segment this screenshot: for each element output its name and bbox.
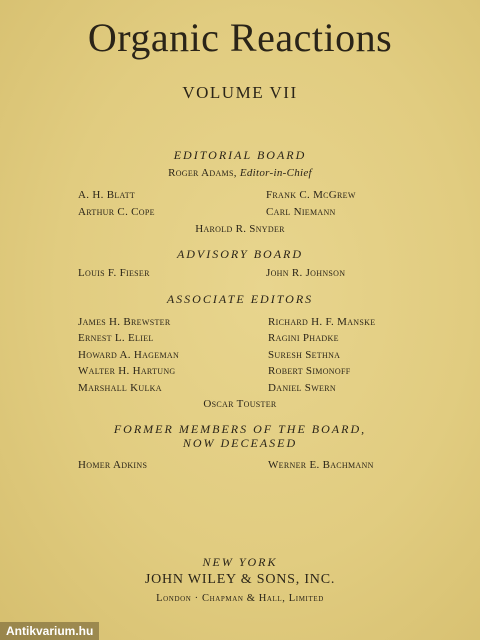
former-members-heading-line1: FORMER MEMBERS OF THE BOARD,: [113, 422, 367, 436]
associate-editor: Daniel Swern: [268, 382, 336, 394]
editorial-member: Carl Niemann: [266, 206, 336, 218]
associate-editor: Howard A. Hageman: [78, 349, 180, 361]
associate-editor: Ragini Phadke: [268, 332, 339, 344]
editor-in-chief-name: Roger Adams,: [168, 167, 237, 179]
former-members-heading-line2: NOW DECEASED: [182, 436, 298, 450]
associate-editor: Ernest L. Eliel: [78, 332, 154, 344]
associate-editor: Robert Simonoff: [268, 365, 351, 377]
former-member: Werner E. Bachmann: [268, 459, 374, 471]
editorial-member: A. H. Blatt: [78, 189, 136, 201]
associate-editors-heading: ASSOCIATE EDITORS: [166, 292, 314, 306]
advisory-board-heading: ADVISORY BOARD: [176, 247, 304, 261]
associate-editor: James H. Brewster: [78, 316, 171, 328]
former-member: Homer Adkins: [78, 459, 148, 471]
volume-number: VOLUME VII: [182, 83, 298, 102]
editorial-member: Harold R. Snyder: [195, 223, 285, 235]
associate-editor: Oscar Touster: [203, 398, 277, 410]
editor-in-chief-role: Editor-in-Chief: [239, 167, 312, 179]
associate-editor: Marshall Kulka: [78, 382, 162, 394]
editorial-member: Frank C. McGrew: [266, 189, 356, 201]
advisory-member: John R. Johnson: [266, 267, 346, 279]
imprint-london: London · Chapman & Hall, Limited: [156, 593, 324, 604]
book-title: Organic Reactions: [87, 15, 393, 60]
editorial-member: Arthur C. Cope: [78, 206, 155, 218]
associate-editor: Walter H. Hartung: [78, 365, 176, 377]
imprint-publisher: JOHN WILEY & SONS, INC.: [144, 572, 336, 587]
watermark: Antikvarium.hu: [0, 622, 99, 640]
advisory-member: Louis F. Fieser: [78, 267, 150, 279]
associate-editor: Richard H. F. Manske: [268, 316, 376, 328]
imprint-place: NEW YORK: [202, 555, 278, 569]
associate-editor: Suresh Sethna: [268, 349, 341, 361]
editorial-board-heading: EDITORIAL BOARD: [173, 148, 307, 162]
editor-in-chief: [0, 167, 480, 179]
